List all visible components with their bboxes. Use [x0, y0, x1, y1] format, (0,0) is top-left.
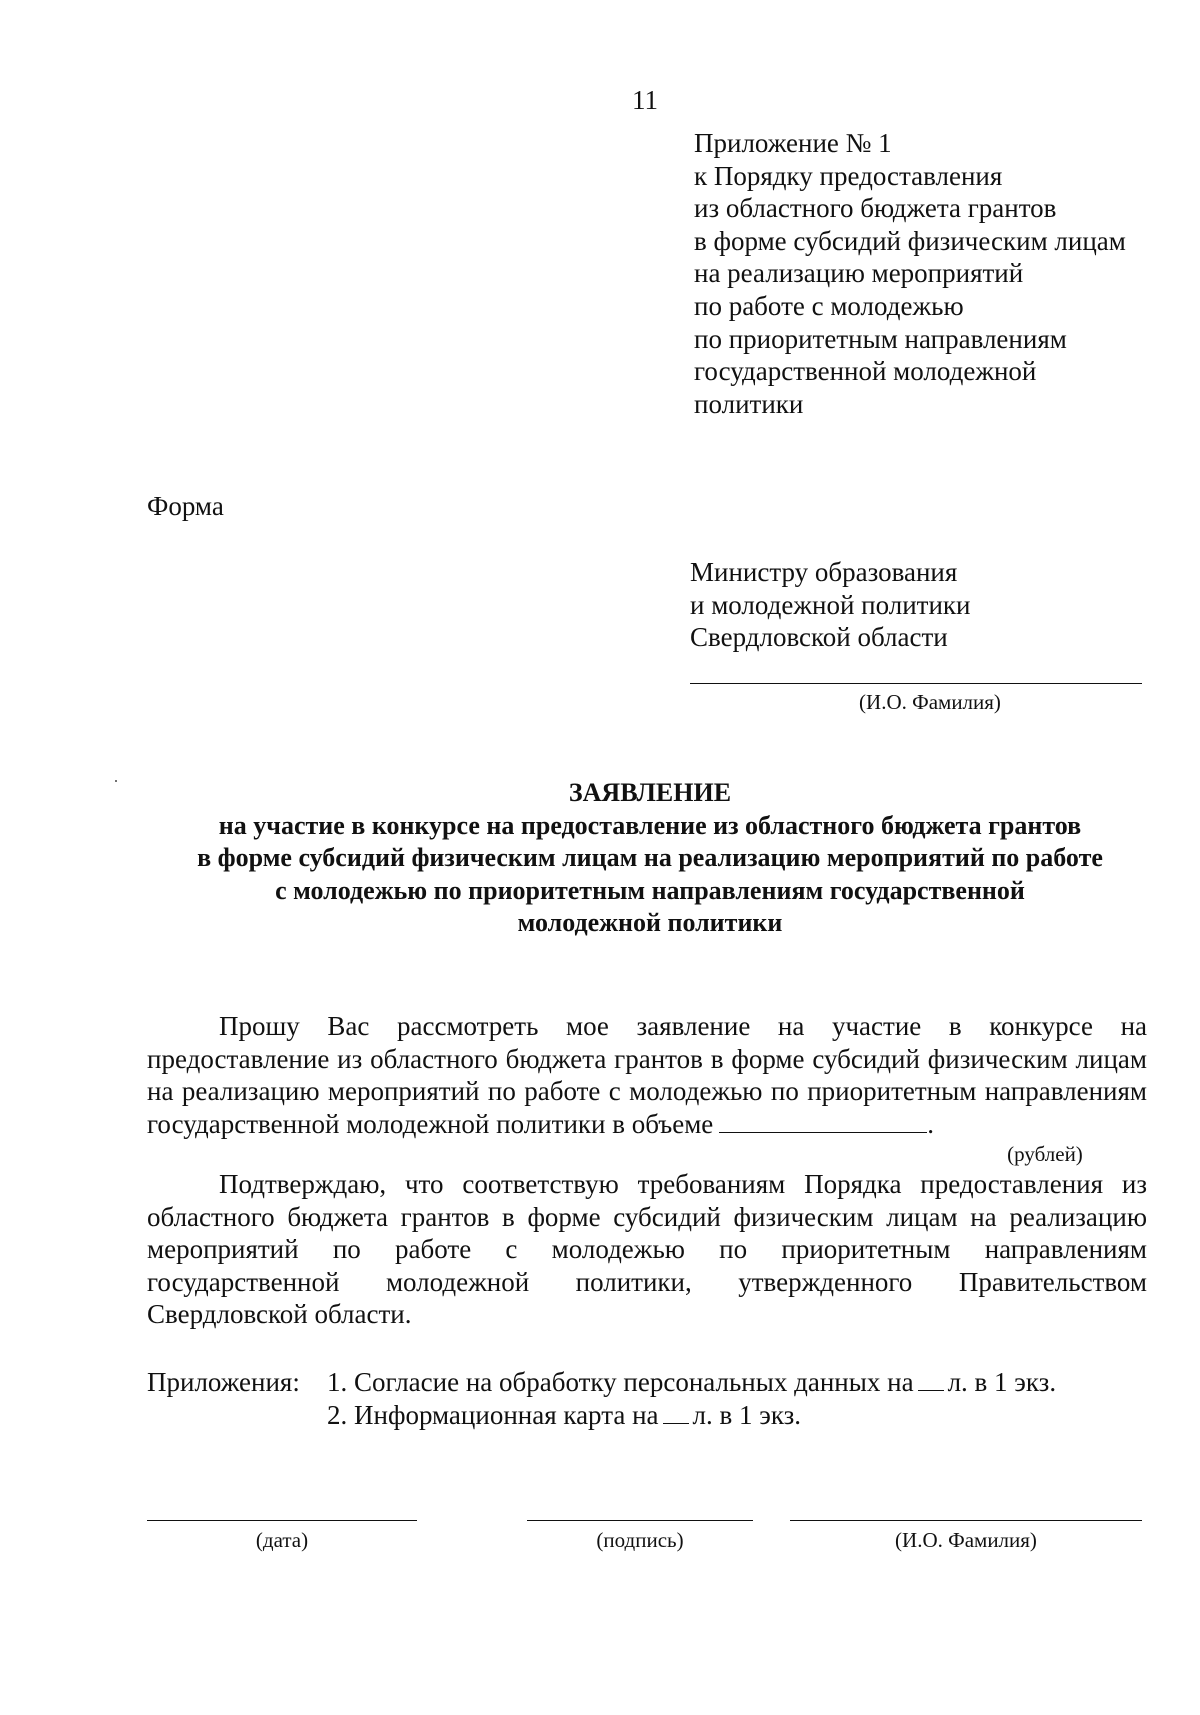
- title-line: молодежной политики: [517, 908, 783, 937]
- recipient-name-caption: (И.О. Фамилия): [859, 690, 1001, 714]
- attachments-label: Приложения:: [147, 1367, 300, 1397]
- form-label: Форма: [147, 491, 224, 521]
- consent-pages-field[interactable]: [918, 1368, 944, 1391]
- appendix-line: по приоритетным направлениям: [694, 323, 1067, 354]
- attachment-item-info-card: 2. Информационная карта на л. в 1 экз.: [327, 1400, 802, 1430]
- date-caption: (дата): [255, 1528, 309, 1552]
- recipient-line: Свердловской области: [690, 622, 948, 653]
- page-number: 11: [632, 85, 658, 115]
- signature-caption: (подпись): [596, 1528, 684, 1552]
- request-paragraph: [147, 1010, 1147, 1140]
- appendix-line: государственной молодежной: [694, 356, 1037, 387]
- appendix-line: в форме субсидий физическим лицам: [694, 225, 1126, 256]
- request-text: Прошу Вас рассмотреть мое заявление на участие в конкурсе на предоставление из областного бюджета грантов в форме субсидий физическим лицам на реализацию мероприятий по работе с молодежью по приоритетным направлениям государственной молодежной политики в объеме: [147, 1011, 1147, 1139]
- recipient-block: [690, 556, 1150, 654]
- signature-field[interactable]: [527, 1520, 753, 1521]
- attachment-item-consent: 1. Согласие на обработку персональных данных на л. в 1 экз.: [327, 1367, 1057, 1397]
- recipient-name-field[interactable]: [690, 683, 1142, 684]
- attachments-list: [327, 1366, 1157, 1432]
- document-title: [130, 777, 1170, 940]
- title-line: в форме субсидий физическим лицам на реализацию мероприятий по работе: [197, 843, 1103, 872]
- rubles-caption: (рублей): [1007, 1142, 1083, 1166]
- date-field[interactable]: [147, 1520, 417, 1521]
- appendix-line: к Порядку предоставления: [694, 160, 1003, 191]
- applicant-name-caption: (И.О. Фамилия): [895, 1528, 1037, 1552]
- appendix-line: на реализацию мероприятий: [694, 258, 1024, 289]
- appendix-reference: [694, 127, 1174, 420]
- amount-field[interactable]: [719, 1110, 927, 1133]
- applicant-name-field[interactable]: [790, 1520, 1142, 1521]
- recipient-line: и молодежной политики: [690, 589, 971, 620]
- confirmation-paragraph: Подтверждаю, что соответствую требованиям Порядка предоставления из областного бюджета грантов в форме субсидий физическим лицам на реализацию мероприятий по работе с молодежью по приоритетным направлениям государственной молодежной политики, утвержденного Правительством Свердловской области.: [147, 1169, 1147, 1330]
- appendix-line: политики: [694, 388, 804, 419]
- title-line: с молодежью по приоритетным направлениям государственной: [275, 875, 1025, 905]
- recipient-line: Министру образования: [690, 557, 958, 587]
- scan-dot: [115, 780, 117, 782]
- request-end: .: [927, 1108, 935, 1139]
- appendix-line: по работе с молодежью: [694, 290, 964, 321]
- info-card-pages-field[interactable]: [663, 1401, 689, 1424]
- appendix-line: из областного бюджета грантов: [694, 193, 1057, 224]
- title-line: на участие в конкурсе на предоставление из областного бюджета грантов: [218, 810, 1082, 840]
- appendix-line: Приложение № 1: [694, 128, 892, 158]
- title-heading: ЗАЯВЛЕНИЕ: [568, 778, 732, 807]
